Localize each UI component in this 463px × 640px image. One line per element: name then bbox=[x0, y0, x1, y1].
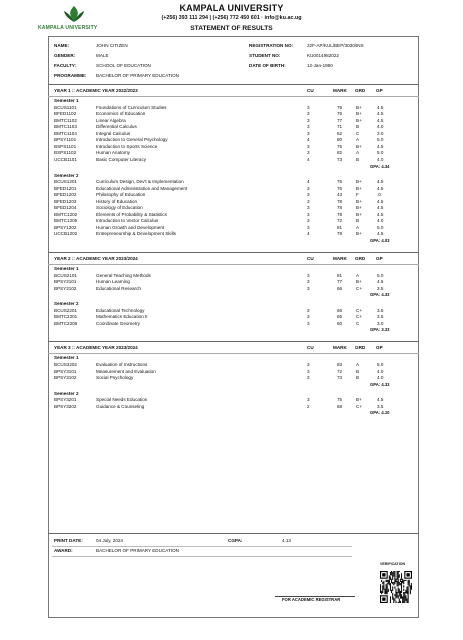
course-code: BPSY2101 bbox=[54, 279, 77, 285]
course-code: BPSY1101 bbox=[54, 137, 77, 143]
student-gender: MALE bbox=[96, 53, 109, 58]
course-cu: 4 bbox=[307, 179, 310, 185]
course-mark: 81 bbox=[337, 272, 343, 278]
award-label: AWARD: bbox=[54, 548, 73, 553]
course-mark: 72 bbox=[337, 368, 343, 374]
column-cu: CU bbox=[307, 345, 314, 351]
course-gp: 4.5 bbox=[377, 104, 384, 110]
course-gp: 4.5 bbox=[377, 205, 384, 211]
course-code: BCUS3202 bbox=[54, 361, 77, 367]
semester-gpa: GPA: 4.33 bbox=[370, 292, 390, 298]
course-cu: 3 bbox=[307, 150, 310, 156]
course-cu: 3 bbox=[307, 124, 310, 130]
course-gp: 4.5 bbox=[377, 211, 384, 217]
semester-gpa: GPA: 3.33 bbox=[370, 327, 390, 333]
contact-line: (+256) 393 111 294 | (+256) 772 450 601 · info@ku.ac.ug bbox=[161, 15, 302, 21]
course-gp: 4.5 bbox=[377, 185, 384, 191]
student-name: JOHN CITIZEN bbox=[96, 43, 128, 48]
course-grade: B+ bbox=[356, 111, 362, 117]
course-title: Elements of Probability & Statistics bbox=[96, 211, 167, 217]
course-code: BMTC2201 bbox=[54, 314, 78, 320]
course-title: Economics of Education bbox=[96, 111, 146, 117]
course-code: BCUS2101 bbox=[54, 272, 77, 278]
logo-text: KAMPALA UNIVERSITY bbox=[38, 25, 98, 31]
column-mark: MARK bbox=[333, 345, 347, 351]
course-gp: 4.5 bbox=[377, 111, 384, 117]
column-cu: CU bbox=[307, 256, 314, 261]
student-number: KU0014982022 bbox=[307, 53, 339, 58]
course-title: Measurement and Evaluation bbox=[96, 368, 156, 374]
course-gp: 3.5 bbox=[377, 403, 384, 409]
course-code: BCUS1201 bbox=[54, 179, 77, 185]
course-gp: 5.0 bbox=[377, 272, 384, 278]
course-mark: 73 bbox=[337, 375, 343, 381]
course-grade: B+ bbox=[356, 211, 362, 217]
course-code: BPSY3102 bbox=[54, 375, 77, 381]
course-gp: 4.5 bbox=[377, 117, 384, 123]
footer-row-divider bbox=[52, 546, 352, 547]
course-mark: 76 bbox=[337, 179, 343, 185]
course-grade: C+ bbox=[356, 285, 363, 291]
course-mark: 80 bbox=[337, 137, 343, 143]
course-grade: A bbox=[356, 224, 360, 230]
programme-label: PROGRAMME: bbox=[54, 73, 87, 78]
course-gp: 4.5 bbox=[377, 231, 384, 237]
column-grd: GRD bbox=[355, 345, 366, 351]
course-mark: 75 bbox=[337, 397, 343, 403]
course-title: Special Needs Education bbox=[96, 397, 148, 403]
course-mark: 77 bbox=[337, 279, 343, 285]
cgpa-value: 4.13 bbox=[282, 538, 291, 543]
course-grade: A bbox=[356, 137, 360, 143]
course-mark: 78 bbox=[337, 205, 343, 211]
student-faculty: SCHOOL OF EDUCATION bbox=[96, 63, 151, 68]
date-of-birth: 12-Jan-1990 bbox=[307, 63, 333, 68]
university-name: KAMPALA UNIVERSITY bbox=[179, 3, 284, 13]
course-grade: A bbox=[356, 272, 360, 278]
course-grade: B+ bbox=[356, 143, 362, 149]
print-date: 04 July, 2024 bbox=[96, 538, 123, 543]
course-grade: C bbox=[356, 130, 360, 136]
course-gp: 4.5 bbox=[377, 397, 384, 403]
regno-label: REGISTRATION NO: bbox=[249, 43, 294, 48]
course-grade: B+ bbox=[356, 279, 362, 285]
course-grade: B+ bbox=[356, 205, 362, 211]
semester-label: Semester 1 bbox=[54, 266, 79, 271]
course-grade: B+ bbox=[356, 231, 362, 237]
course-grade: C+ bbox=[356, 403, 363, 409]
semester-label: Semester 1 bbox=[54, 98, 79, 103]
course-mark: 82 bbox=[337, 150, 343, 156]
course-gp: 3.0 bbox=[377, 320, 384, 326]
course-cu: 3 bbox=[307, 272, 310, 278]
course-title: Basic Computer Literacy bbox=[96, 156, 147, 162]
course-gp: 4.0 bbox=[377, 375, 384, 381]
course-cu: 3 bbox=[307, 111, 310, 117]
course-cu: 3 bbox=[307, 314, 310, 320]
semester-gpa: GPA: 4.33 bbox=[370, 381, 390, 387]
course-cu: 3 bbox=[307, 211, 310, 217]
course-gp: 3.0 bbox=[377, 130, 384, 136]
course-title: Integral Calculus bbox=[96, 130, 131, 136]
course-cu: 3 bbox=[307, 198, 310, 204]
course-title: Philosophy of Education bbox=[96, 192, 146, 198]
course-title: Curriculum Design, Dev't & Implementation bbox=[96, 179, 184, 185]
course-gp: 4.5 bbox=[377, 143, 384, 149]
course-code: BCUS1101 bbox=[54, 104, 77, 110]
semester-gpa: GPA: 4.10 bbox=[370, 410, 390, 416]
course-title: Introduction to General Psychology bbox=[96, 137, 168, 143]
course-mark: 66 bbox=[337, 285, 343, 291]
column-grd: GRD bbox=[355, 256, 366, 261]
course-gp: 5.0 bbox=[377, 137, 384, 143]
semester-gpa: GPA: 4.34 bbox=[370, 163, 390, 169]
column-gp: GP bbox=[376, 256, 383, 261]
course-gp: 4.0 bbox=[377, 218, 384, 224]
course-title: Guidance & Counseling bbox=[96, 403, 145, 409]
course-code: BSPS1102 bbox=[54, 150, 77, 156]
course-grade: F bbox=[356, 192, 359, 198]
course-grade: B+ bbox=[356, 397, 362, 403]
course-mark: 81 bbox=[337, 224, 343, 230]
course-code: BMTC1202 bbox=[54, 211, 78, 217]
course-cu: 3 bbox=[307, 218, 310, 224]
course-grade: B bbox=[356, 368, 360, 374]
semester-label: Semester 1 bbox=[54, 355, 79, 361]
course-gp: .0 bbox=[377, 192, 381, 198]
course-mark: 66 bbox=[337, 307, 343, 313]
course-cu: 3 bbox=[307, 397, 310, 403]
course-gp: 4.5 bbox=[377, 179, 384, 185]
course-cu: 3 bbox=[307, 375, 310, 381]
course-gp: 4.5 bbox=[377, 198, 384, 204]
course-gp: 5.0 bbox=[377, 224, 384, 230]
course-cu: 2 bbox=[307, 403, 310, 409]
course-title: Educational Administration and Management bbox=[96, 185, 188, 191]
course-gp: 3.5 bbox=[377, 285, 384, 291]
course-code: BPSY1202 bbox=[54, 224, 77, 230]
course-grade: C bbox=[356, 320, 360, 326]
course-gp: 5.0 bbox=[377, 150, 384, 156]
course-title: History of Education bbox=[96, 198, 138, 204]
column-gp: GP bbox=[376, 88, 383, 93]
year-header-divider bbox=[48, 353, 419, 354]
course-code: BMTC2206 bbox=[54, 320, 78, 326]
course-mark: 83 bbox=[337, 361, 343, 367]
course-title: Linear Algebra bbox=[96, 117, 126, 123]
year-title: YEAR 2 :: ACADEMIC YEAR 2023/2024 bbox=[54, 256, 138, 261]
course-cu: 3 bbox=[307, 307, 310, 313]
course-grade: B+ bbox=[356, 104, 362, 110]
course-gp: 4.5 bbox=[377, 279, 384, 285]
course-grade: B+ bbox=[356, 185, 362, 191]
column-mark: MARK bbox=[333, 88, 347, 93]
semester-label: Semester 2 bbox=[54, 172, 79, 178]
course-gp: 3.5 bbox=[377, 307, 384, 313]
year-title: YEAR 3 :: ACADEMIC YEAR 2023/2024 bbox=[54, 345, 138, 351]
course-code: BFED1202 bbox=[54, 192, 77, 198]
course-title: Introduction to Vector Calculus bbox=[96, 218, 159, 224]
course-code: BSPS1101 bbox=[54, 143, 77, 149]
course-title: Social Psychology bbox=[96, 375, 134, 381]
student-programme: BACHELOR OF PRIMARY EDUCATION bbox=[96, 73, 179, 78]
course-cu: 3 bbox=[307, 320, 310, 326]
faculty-label: FACULTY: bbox=[54, 63, 77, 68]
course-gp: 5.0 bbox=[377, 361, 384, 367]
course-code: BPSY3202 bbox=[54, 403, 77, 409]
course-grade: B bbox=[356, 124, 360, 130]
cgpa-label: CGPA: bbox=[228, 538, 243, 543]
course-cu: 3 bbox=[307, 185, 310, 191]
column-cu: CU bbox=[307, 88, 314, 93]
course-cu: 3 bbox=[307, 143, 310, 149]
course-code: BMTC1104 bbox=[54, 130, 77, 136]
document-title: STATEMENT OF RESULTS bbox=[190, 25, 273, 32]
course-mark: 73 bbox=[337, 156, 343, 162]
studentno-label: STUDENT NO: bbox=[249, 53, 281, 58]
year-header-divider bbox=[48, 264, 419, 265]
course-title: Human Learning bbox=[96, 279, 130, 285]
course-cu: 3 bbox=[307, 117, 310, 123]
course-grade: B bbox=[356, 156, 360, 162]
course-grade: C+ bbox=[356, 314, 363, 320]
course-cu: 3 bbox=[307, 224, 310, 230]
course-title: Human Growth and Development bbox=[96, 224, 165, 230]
column-grd: GRD bbox=[355, 88, 366, 93]
course-mark: 60 bbox=[337, 320, 343, 326]
course-gp: 4.0 bbox=[377, 124, 384, 130]
course-code: BCUS2201 bbox=[54, 307, 77, 313]
course-title: Educational Technology bbox=[96, 307, 145, 313]
year-title: YEAR 1 :: ACADEMIC YEAR 2022/2023 bbox=[54, 88, 138, 93]
gender-label: GENDER: bbox=[54, 53, 76, 58]
semester-label: Semester 2 bbox=[54, 390, 79, 396]
course-mark: 43 bbox=[337, 192, 343, 198]
course-gp: 4.0 bbox=[377, 156, 384, 162]
course-cu: 3 bbox=[307, 279, 310, 285]
course-title: Introduction to Sports Science bbox=[96, 143, 158, 149]
course-gp: 4.0 bbox=[377, 368, 384, 374]
course-code: BFED1102 bbox=[54, 111, 77, 117]
course-title: Entrepreneurship & Development Skills bbox=[96, 231, 176, 237]
course-grade: A bbox=[356, 361, 360, 367]
course-code: BPSY3101 bbox=[54, 368, 77, 374]
course-mark: 71 bbox=[337, 124, 343, 130]
course-code: BFED1201 bbox=[54, 185, 77, 191]
verification-qr-code bbox=[380, 571, 412, 603]
course-mark: 78 bbox=[337, 198, 343, 204]
course-cu: 3 bbox=[307, 285, 310, 291]
year-divider bbox=[48, 341, 419, 342]
semester-label: Semester 2 bbox=[54, 301, 79, 307]
course-mark: 77 bbox=[337, 117, 343, 123]
course-grade: B+ bbox=[356, 179, 362, 185]
course-mark: 79 bbox=[337, 104, 343, 110]
year-divider bbox=[48, 84, 419, 85]
course-title: Coordinate Geometry bbox=[96, 320, 140, 326]
course-code: UCCB1101 bbox=[54, 156, 77, 162]
course-grade: B bbox=[356, 218, 360, 224]
award-value: BACHELOR OF PRIMARY EDUCATION bbox=[96, 548, 179, 553]
registrar-label: FOR ACADEMIC REGISTRAR bbox=[282, 597, 341, 602]
column-gp: GP bbox=[376, 345, 383, 351]
course-title: General Teaching Methods bbox=[96, 272, 151, 278]
course-cu: 4 bbox=[307, 156, 310, 162]
semester-gpa: GPA: 4.03 bbox=[370, 238, 390, 243]
course-mark: 75 bbox=[337, 143, 343, 149]
course-cu: 3 bbox=[307, 192, 310, 198]
course-title: Human Anatomy bbox=[96, 150, 130, 156]
course-cu: 3 bbox=[307, 368, 310, 374]
course-gp: 3.5 bbox=[377, 314, 384, 320]
course-grade: B+ bbox=[356, 117, 362, 123]
course-title: Foundations of Curriculum Studies bbox=[96, 104, 167, 110]
course-grade: C+ bbox=[356, 307, 363, 313]
print-date-label: PRINT DATE: bbox=[54, 538, 83, 543]
course-mark: 76 bbox=[337, 111, 343, 117]
course-grade: A bbox=[356, 150, 360, 156]
course-title: Mathematics Education II bbox=[96, 314, 148, 320]
course-cu: 3 bbox=[307, 130, 310, 136]
course-grade: B bbox=[356, 375, 360, 381]
course-mark: 78 bbox=[337, 231, 343, 237]
course-cu: 3 bbox=[307, 205, 310, 211]
course-mark: 65 bbox=[337, 314, 343, 320]
course-mark: 78 bbox=[337, 211, 343, 217]
dob-label: DATE OF BIRTH: bbox=[249, 63, 286, 68]
course-mark: 72 bbox=[337, 218, 343, 224]
footer-row-divider-2 bbox=[52, 556, 352, 557]
course-mark: 68 bbox=[337, 403, 343, 409]
course-title: Differential Calculus bbox=[96, 124, 137, 130]
footer-divider bbox=[48, 533, 419, 534]
course-cu: 4 bbox=[307, 137, 310, 143]
course-title: Educational Research bbox=[96, 285, 141, 291]
course-mark: 62 bbox=[337, 130, 343, 136]
registration-number: 22F-AP/KUL/BEP/3030/INS bbox=[307, 43, 364, 48]
course-code: BFED1203 bbox=[54, 198, 77, 204]
course-cu: 3 bbox=[307, 361, 310, 367]
course-cu: 4 bbox=[307, 231, 310, 237]
course-title: Evaluation of Instructions bbox=[96, 361, 148, 367]
course-code: BMTC1102 bbox=[54, 117, 77, 123]
course-code: BFED1204 bbox=[54, 205, 77, 211]
course-code: BPSY3201 bbox=[54, 397, 77, 403]
column-mark: MARK bbox=[333, 256, 347, 261]
verification-label: VERIFICATION bbox=[380, 562, 406, 566]
course-code: BPSY2102 bbox=[54, 285, 77, 291]
course-code: BMTC1205 bbox=[54, 218, 78, 224]
course-code: UCCB1202 bbox=[54, 231, 78, 237]
year-divider bbox=[48, 252, 419, 253]
course-cu: 3 bbox=[307, 104, 310, 110]
year-header-divider bbox=[48, 96, 419, 97]
course-mark: 76 bbox=[337, 185, 343, 191]
course-code: BMTC1103 bbox=[54, 124, 77, 130]
course-title: Sociology of Education bbox=[96, 205, 143, 211]
course-grade: B+ bbox=[356, 198, 362, 204]
name-label: NAME: bbox=[54, 43, 70, 48]
